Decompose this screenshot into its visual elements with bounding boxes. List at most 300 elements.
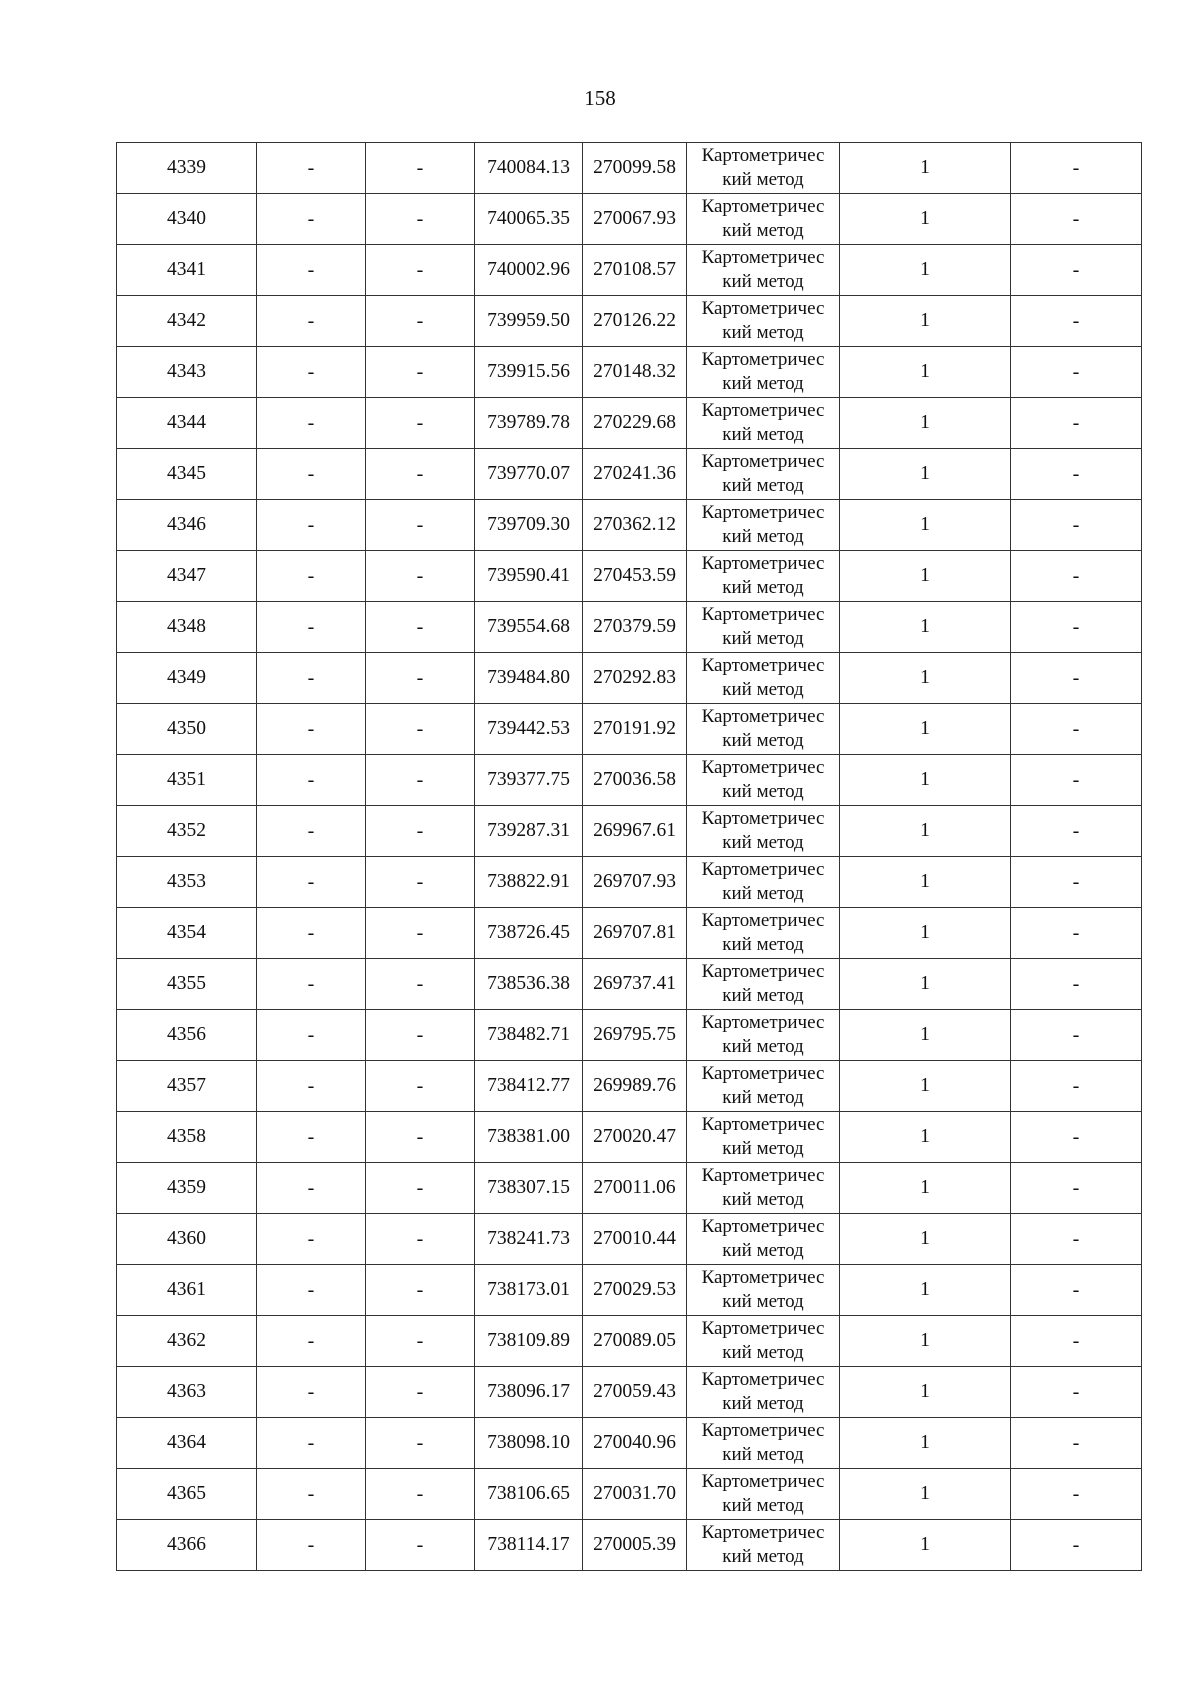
table-row	[117, 143, 1142, 194]
empty-cell: -	[1011, 704, 1142, 755]
method-line-1: Картометричес	[701, 247, 825, 268]
empty-cell: -	[366, 245, 475, 296]
method-line-1: Картометричес	[701, 655, 825, 676]
table-row	[117, 857, 1142, 908]
table-row	[117, 653, 1142, 704]
method-line-2: кий метод	[722, 1036, 804, 1057]
method-line-1: Картометричес	[701, 604, 825, 625]
x-coordinate-cell: 738381.00	[475, 1112, 583, 1163]
accuracy-cell: 1	[840, 1367, 1011, 1418]
method-cell	[687, 1214, 840, 1265]
y-coordinate-cell: 270229.68	[583, 398, 687, 449]
y-coordinate-cell: 270148.32	[583, 347, 687, 398]
empty-cell: -	[1011, 755, 1142, 806]
method-cell	[687, 143, 840, 194]
method-line-2: кий метод	[722, 628, 804, 649]
point-number-cell: 4362	[117, 1316, 257, 1367]
method-cell	[687, 653, 840, 704]
method-line-1: Картометричес	[701, 349, 825, 370]
empty-cell: -	[257, 704, 366, 755]
empty-cell: -	[257, 806, 366, 857]
y-coordinate-cell: 269707.93	[583, 857, 687, 908]
x-coordinate-cell: 739554.68	[475, 602, 583, 653]
accuracy-cell: 1	[840, 857, 1011, 908]
method-line-2: кий метод	[722, 1444, 804, 1465]
accuracy-cell: 1	[840, 1418, 1011, 1469]
empty-cell: -	[1011, 1010, 1142, 1061]
method-cell	[687, 551, 840, 602]
method-line-2: кий метод	[722, 220, 804, 241]
y-coordinate-cell: 270059.43	[583, 1367, 687, 1418]
empty-cell: -	[366, 551, 475, 602]
accuracy-cell: 1	[840, 602, 1011, 653]
method-line-1: Картометричес	[701, 1216, 825, 1237]
empty-cell: -	[257, 347, 366, 398]
accuracy-cell: 1	[840, 1469, 1011, 1520]
method-line-1: Картометричес	[701, 145, 825, 166]
method-line-2: кий метод	[722, 1495, 804, 1516]
empty-cell: -	[366, 194, 475, 245]
table-row	[117, 347, 1142, 398]
table-row	[117, 500, 1142, 551]
empty-cell: -	[366, 1367, 475, 1418]
table-row	[117, 1061, 1142, 1112]
method-line-2: кий метод	[722, 322, 804, 343]
x-coordinate-cell: 738106.65	[475, 1469, 583, 1520]
x-coordinate-cell: 738307.15	[475, 1163, 583, 1214]
empty-cell: -	[257, 908, 366, 959]
accuracy-cell: 1	[840, 653, 1011, 704]
y-coordinate-cell: 270029.53	[583, 1265, 687, 1316]
table-row	[117, 1316, 1142, 1367]
y-coordinate-cell: 269737.41	[583, 959, 687, 1010]
empty-cell: -	[257, 602, 366, 653]
x-coordinate-cell: 739915.56	[475, 347, 583, 398]
accuracy-cell: 1	[840, 1214, 1011, 1265]
y-coordinate-cell: 269967.61	[583, 806, 687, 857]
empty-cell: -	[366, 1061, 475, 1112]
accuracy-cell: 1	[840, 1316, 1011, 1367]
empty-cell: -	[366, 653, 475, 704]
method-line-2: кий метод	[722, 271, 804, 292]
empty-cell: -	[366, 143, 475, 194]
table-row	[117, 1214, 1142, 1265]
empty-cell: -	[1011, 806, 1142, 857]
method-line-1: Картометричес	[701, 451, 825, 472]
empty-cell: -	[257, 1061, 366, 1112]
method-cell	[687, 296, 840, 347]
empty-cell: -	[257, 1418, 366, 1469]
empty-cell: -	[366, 1316, 475, 1367]
accuracy-cell: 1	[840, 1010, 1011, 1061]
empty-cell: -	[366, 398, 475, 449]
method-cell	[687, 1520, 840, 1571]
method-cell	[687, 1061, 840, 1112]
method-line-1: Картометричес	[701, 859, 825, 880]
table-row	[117, 245, 1142, 296]
method-line-1: Картометричес	[701, 1063, 825, 1084]
y-coordinate-cell: 270379.59	[583, 602, 687, 653]
method-line-1: Картометричес	[701, 1420, 825, 1441]
method-line-1: Картометричес	[701, 1267, 825, 1288]
empty-cell: -	[257, 398, 366, 449]
point-number-cell: 4352	[117, 806, 257, 857]
method-line-1: Картометричес	[701, 757, 825, 778]
empty-cell: -	[366, 347, 475, 398]
method-cell	[687, 959, 840, 1010]
empty-cell: -	[1011, 959, 1142, 1010]
y-coordinate-cell: 270126.22	[583, 296, 687, 347]
method-cell	[687, 500, 840, 551]
point-number-cell: 4356	[117, 1010, 257, 1061]
method-cell	[687, 194, 840, 245]
accuracy-cell: 1	[840, 194, 1011, 245]
table-row	[117, 194, 1142, 245]
method-line-2: кий метод	[722, 883, 804, 904]
accuracy-cell: 1	[840, 449, 1011, 500]
empty-cell: -	[366, 1112, 475, 1163]
point-number-cell: 4351	[117, 755, 257, 806]
x-coordinate-cell: 739484.80	[475, 653, 583, 704]
y-coordinate-cell: 270040.96	[583, 1418, 687, 1469]
point-number-cell: 4358	[117, 1112, 257, 1163]
point-number-cell: 4353	[117, 857, 257, 908]
empty-cell: -	[1011, 551, 1142, 602]
empty-cell: -	[257, 1520, 366, 1571]
empty-cell: -	[366, 704, 475, 755]
y-coordinate-cell: 270011.06	[583, 1163, 687, 1214]
table-row	[117, 908, 1142, 959]
point-number-cell: 4350	[117, 704, 257, 755]
empty-cell: -	[257, 857, 366, 908]
method-cell	[687, 1112, 840, 1163]
empty-cell: -	[1011, 1469, 1142, 1520]
y-coordinate-cell: 270362.12	[583, 500, 687, 551]
method-line-1: Картометричес	[701, 298, 825, 319]
method-line-2: кий метод	[722, 679, 804, 700]
method-line-1: Картометричес	[701, 1165, 825, 1186]
method-line-2: кий метод	[722, 526, 804, 547]
x-coordinate-cell: 738241.73	[475, 1214, 583, 1265]
table-row	[117, 806, 1142, 857]
method-cell	[687, 908, 840, 959]
point-number-cell: 4348	[117, 602, 257, 653]
point-number-cell: 4346	[117, 500, 257, 551]
empty-cell: -	[257, 194, 366, 245]
method-line-1: Картометричес	[701, 1318, 825, 1339]
method-line-2: кий метод	[722, 1189, 804, 1210]
accuracy-cell: 1	[840, 959, 1011, 1010]
x-coordinate-cell: 739709.30	[475, 500, 583, 551]
table-row	[117, 449, 1142, 500]
table-row	[117, 1520, 1142, 1571]
point-number-cell: 4363	[117, 1367, 257, 1418]
table-row	[117, 602, 1142, 653]
x-coordinate-cell: 739959.50	[475, 296, 583, 347]
method-cell	[687, 755, 840, 806]
method-line-2: кий метод	[722, 934, 804, 955]
empty-cell: -	[366, 296, 475, 347]
method-line-2: кий метод	[722, 832, 804, 853]
point-number-cell: 4349	[117, 653, 257, 704]
point-number-cell: 4345	[117, 449, 257, 500]
x-coordinate-cell: 739287.31	[475, 806, 583, 857]
y-coordinate-cell: 270031.70	[583, 1469, 687, 1520]
empty-cell: -	[1011, 1214, 1142, 1265]
point-number-cell: 4354	[117, 908, 257, 959]
accuracy-cell: 1	[840, 347, 1011, 398]
method-line-2: кий метод	[722, 475, 804, 496]
method-cell	[687, 1010, 840, 1061]
method-line-2: кий метод	[722, 1546, 804, 1567]
method-line-1: Картометричес	[701, 553, 825, 574]
table-row	[117, 551, 1142, 602]
method-line-1: Картометричес	[701, 1471, 825, 1492]
empty-cell: -	[257, 551, 366, 602]
method-cell	[687, 1418, 840, 1469]
x-coordinate-cell: 738822.91	[475, 857, 583, 908]
method-line-1: Картометричес	[701, 1114, 825, 1135]
point-number-cell: 4355	[117, 959, 257, 1010]
empty-cell: -	[366, 602, 475, 653]
method-line-2: кий метод	[722, 577, 804, 598]
table-body	[117, 143, 1142, 1571]
method-cell	[687, 347, 840, 398]
accuracy-cell: 1	[840, 143, 1011, 194]
point-number-cell: 4340	[117, 194, 257, 245]
x-coordinate-cell: 738114.17	[475, 1520, 583, 1571]
y-coordinate-cell: 270005.39	[583, 1520, 687, 1571]
empty-cell: -	[257, 296, 366, 347]
method-cell	[687, 704, 840, 755]
empty-cell: -	[1011, 908, 1142, 959]
empty-cell: -	[1011, 602, 1142, 653]
empty-cell: -	[366, 959, 475, 1010]
method-line-1: Картометричес	[701, 400, 825, 421]
table-row	[117, 1112, 1142, 1163]
empty-cell: -	[257, 500, 366, 551]
point-number-cell: 4344	[117, 398, 257, 449]
point-number-cell: 4366	[117, 1520, 257, 1571]
method-cell	[687, 245, 840, 296]
accuracy-cell: 1	[840, 1061, 1011, 1112]
empty-cell: -	[257, 449, 366, 500]
empty-cell: -	[1011, 1163, 1142, 1214]
table-row	[117, 959, 1142, 1010]
method-line-2: кий метод	[722, 1393, 804, 1414]
empty-cell: -	[1011, 1112, 1142, 1163]
empty-cell: -	[1011, 449, 1142, 500]
accuracy-cell: 1	[840, 398, 1011, 449]
y-coordinate-cell: 270453.59	[583, 551, 687, 602]
empty-cell: -	[257, 1214, 366, 1265]
empty-cell: -	[366, 500, 475, 551]
y-coordinate-cell: 269795.75	[583, 1010, 687, 1061]
x-coordinate-cell: 738536.38	[475, 959, 583, 1010]
x-coordinate-cell: 738726.45	[475, 908, 583, 959]
empty-cell: -	[257, 1316, 366, 1367]
empty-cell: -	[257, 959, 366, 1010]
point-number-cell: 4361	[117, 1265, 257, 1316]
empty-cell: -	[366, 1010, 475, 1061]
x-coordinate-cell: 739442.53	[475, 704, 583, 755]
method-line-2: кий метод	[722, 1087, 804, 1108]
empty-cell: -	[257, 1469, 366, 1520]
method-cell	[687, 1265, 840, 1316]
empty-cell: -	[257, 1163, 366, 1214]
method-line-2: кий метод	[722, 1342, 804, 1363]
method-line-2: кий метод	[722, 730, 804, 751]
method-line-2: кий метод	[722, 1291, 804, 1312]
method-line-1: Картометричес	[701, 961, 825, 982]
method-line-1: Картометричес	[701, 910, 825, 931]
method-line-1: Картометричес	[701, 706, 825, 727]
accuracy-cell: 1	[840, 1112, 1011, 1163]
method-cell	[687, 1316, 840, 1367]
empty-cell: -	[1011, 1520, 1142, 1571]
empty-cell: -	[1011, 857, 1142, 908]
x-coordinate-cell: 738098.10	[475, 1418, 583, 1469]
accuracy-cell: 1	[840, 755, 1011, 806]
method-line-2: кий метод	[722, 985, 804, 1006]
method-cell	[687, 806, 840, 857]
accuracy-cell: 1	[840, 500, 1011, 551]
empty-cell: -	[366, 1214, 475, 1265]
method-cell	[687, 398, 840, 449]
empty-cell: -	[366, 908, 475, 959]
table-row	[117, 704, 1142, 755]
empty-cell: -	[366, 806, 475, 857]
empty-cell: -	[257, 1010, 366, 1061]
method-cell	[687, 1367, 840, 1418]
y-coordinate-cell: 269707.81	[583, 908, 687, 959]
method-line-1: Картометричес	[701, 1012, 825, 1033]
empty-cell: -	[366, 1520, 475, 1571]
y-coordinate-cell: 270191.92	[583, 704, 687, 755]
empty-cell: -	[1011, 143, 1142, 194]
method-line-2: кий метод	[722, 169, 804, 190]
point-number-cell: 4347	[117, 551, 257, 602]
x-coordinate-cell: 740084.13	[475, 143, 583, 194]
y-coordinate-cell: 270067.93	[583, 194, 687, 245]
empty-cell: -	[1011, 1367, 1142, 1418]
method-line-1: Картометричес	[701, 196, 825, 217]
y-coordinate-cell: 270036.58	[583, 755, 687, 806]
method-line-2: кий метод	[722, 1240, 804, 1261]
accuracy-cell: 1	[840, 806, 1011, 857]
table-row	[117, 755, 1142, 806]
accuracy-cell: 1	[840, 1163, 1011, 1214]
empty-cell: -	[257, 1112, 366, 1163]
method-line-1: Картометричес	[701, 808, 825, 829]
y-coordinate-cell: 270010.44	[583, 1214, 687, 1265]
empty-cell: -	[1011, 347, 1142, 398]
empty-cell: -	[1011, 1265, 1142, 1316]
empty-cell: -	[1011, 1418, 1142, 1469]
point-number-cell: 4360	[117, 1214, 257, 1265]
accuracy-cell: 1	[840, 908, 1011, 959]
x-coordinate-cell: 739590.41	[475, 551, 583, 602]
empty-cell: -	[366, 755, 475, 806]
y-coordinate-cell: 270089.05	[583, 1316, 687, 1367]
x-coordinate-cell: 738412.77	[475, 1061, 583, 1112]
empty-cell: -	[1011, 1061, 1142, 1112]
accuracy-cell: 1	[840, 551, 1011, 602]
empty-cell: -	[257, 653, 366, 704]
y-coordinate-cell: 270292.83	[583, 653, 687, 704]
table-row	[117, 1010, 1142, 1061]
table-row	[117, 1265, 1142, 1316]
empty-cell: -	[257, 1367, 366, 1418]
method-line-2: кий метод	[722, 1138, 804, 1159]
empty-cell: -	[366, 449, 475, 500]
x-coordinate-cell: 740065.35	[475, 194, 583, 245]
x-coordinate-cell: 739377.75	[475, 755, 583, 806]
method-cell	[687, 1469, 840, 1520]
method-line-1: Картометричес	[701, 1522, 825, 1543]
empty-cell: -	[366, 1163, 475, 1214]
empty-cell: -	[257, 143, 366, 194]
x-coordinate-cell: 739789.78	[475, 398, 583, 449]
method-cell	[687, 857, 840, 908]
accuracy-cell: 1	[840, 245, 1011, 296]
table-row	[117, 1367, 1142, 1418]
method-line-1: Картометричес	[701, 502, 825, 523]
empty-cell: -	[257, 755, 366, 806]
point-number-cell: 4341	[117, 245, 257, 296]
y-coordinate-cell: 269989.76	[583, 1061, 687, 1112]
empty-cell: -	[366, 1265, 475, 1316]
x-coordinate-cell: 738096.17	[475, 1367, 583, 1418]
point-number-cell: 4365	[117, 1469, 257, 1520]
empty-cell: -	[1011, 194, 1142, 245]
table-row	[117, 1418, 1142, 1469]
x-coordinate-cell: 738173.01	[475, 1265, 583, 1316]
y-coordinate-cell: 270020.47	[583, 1112, 687, 1163]
x-coordinate-cell: 739770.07	[475, 449, 583, 500]
empty-cell: -	[1011, 245, 1142, 296]
y-coordinate-cell: 270108.57	[583, 245, 687, 296]
point-number-cell: 4359	[117, 1163, 257, 1214]
point-number-cell: 4357	[117, 1061, 257, 1112]
empty-cell: -	[1011, 1316, 1142, 1367]
table-row	[117, 1469, 1142, 1520]
x-coordinate-cell: 740002.96	[475, 245, 583, 296]
y-coordinate-cell: 270099.58	[583, 143, 687, 194]
point-number-cell: 4342	[117, 296, 257, 347]
table-row	[117, 398, 1142, 449]
coordinates-table	[116, 142, 1142, 1571]
method-line-1: Картометричес	[701, 1369, 825, 1390]
method-cell	[687, 449, 840, 500]
empty-cell: -	[1011, 500, 1142, 551]
x-coordinate-cell: 738109.89	[475, 1316, 583, 1367]
empty-cell: -	[1011, 296, 1142, 347]
table-row	[117, 296, 1142, 347]
empty-cell: -	[257, 1265, 366, 1316]
method-line-2: кий метод	[722, 373, 804, 394]
x-coordinate-cell: 738482.71	[475, 1010, 583, 1061]
point-number-cell: 4343	[117, 347, 257, 398]
y-coordinate-cell: 270241.36	[583, 449, 687, 500]
accuracy-cell: 1	[840, 704, 1011, 755]
method-line-2: кий метод	[722, 424, 804, 445]
empty-cell: -	[1011, 398, 1142, 449]
table-row	[117, 1163, 1142, 1214]
empty-cell: -	[366, 857, 475, 908]
accuracy-cell: 1	[840, 1520, 1011, 1571]
empty-cell: -	[366, 1469, 475, 1520]
